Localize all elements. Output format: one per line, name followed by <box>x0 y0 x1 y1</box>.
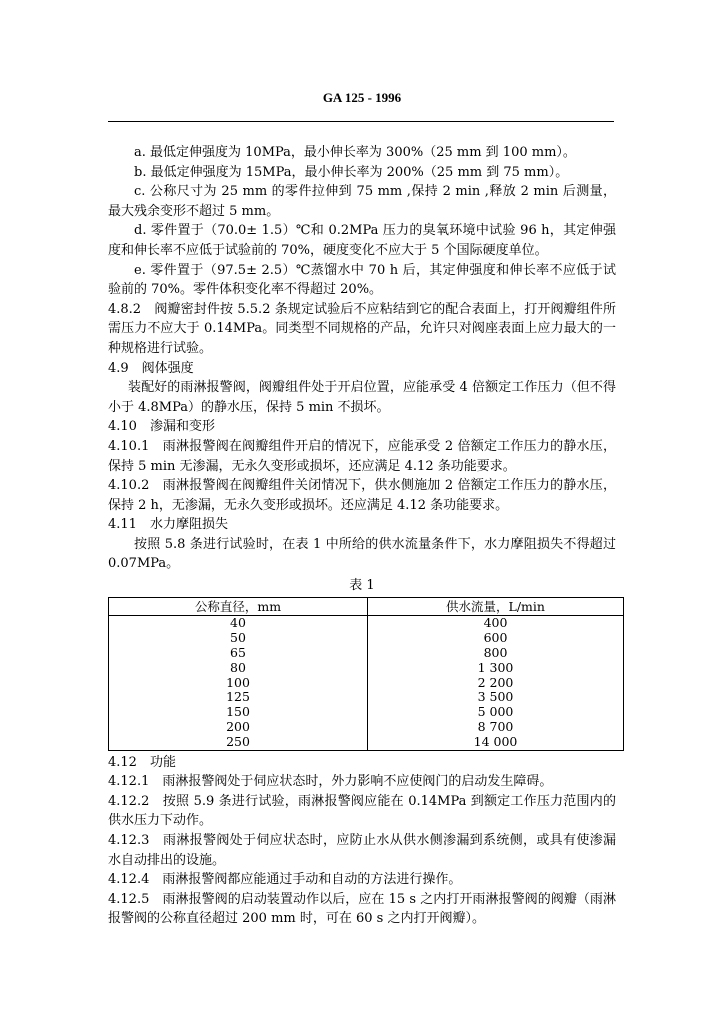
table-cell-diameter: 125 <box>109 690 368 705</box>
flow-table <box>108 597 624 751</box>
table-cell-flow: 5 000 <box>368 705 624 720</box>
table-cell-flow: 800 <box>368 646 624 661</box>
clause-c: c. 公称尺寸为 25 mm 的零件拉伸到 75 mm ,保持 2 min ,释放 2 min 后测量，最大残余变形不超过 5 mm。 <box>108 184 616 219</box>
table-row <box>109 676 624 691</box>
section-4-10-2: 4.10.2 雨淋报警阀在阀瓣组件关闭情况下，供水侧施加 2 倍额定工作压力的静水压，保持 2 h，无渗漏，无永久变形或损坏。还应满足 4.12 条功能要求。 <box>108 478 616 513</box>
table-cell-diameter: 100 <box>109 676 368 691</box>
table-header-diameter: 公称直径，mm <box>109 597 368 616</box>
table-cell-flow: 3 500 <box>368 690 624 705</box>
table-row <box>109 631 624 646</box>
section-4-8-2: 4.8.2 阀瓣密封件按 5.5.2 条规定试验后不应粘结到它的配合表面上，打开阀瓣组件所需压力不应大于 0.14MPa。同类型不同规格的产品，允许只对阀座表面上应力最大的一种规格进行试验。 <box>108 301 616 356</box>
table-cell-flow: 400 <box>368 616 624 631</box>
table-row <box>109 735 624 750</box>
table-caption: 表 1 <box>349 578 375 594</box>
table-row <box>109 690 624 705</box>
table-cell-diameter: 40 <box>109 616 368 631</box>
table-header-row <box>109 597 624 616</box>
table-cell-diameter: 150 <box>109 705 368 720</box>
table-cell-flow: 1 300 <box>368 661 624 676</box>
section-4-12-4: 4.12.4 雨淋报警阀都应能通过手动和自动的方法进行操作。 <box>108 872 462 888</box>
table-row <box>109 646 624 661</box>
clause-b: b. 最低定伸强度为 15MPa，最小伸长率为 200%（25 mm 到 75 mm）。 <box>134 164 569 180</box>
table-cell-flow: 14 000 <box>368 735 624 750</box>
clause-e: e. 零件置于（97.5± 2.5）℃蒸馏水中 70 h 后，其定伸强度和伸长率不应低于试验前的 70%。零件体积变化率不得超过 20%。 <box>108 262 616 298</box>
section-4-12-1: 4.12.1 雨淋报警阀处于伺应状态时，外力影响不应使阀门的启动发生障碍。 <box>108 774 553 790</box>
page-header: GA 125 - 1996 <box>322 90 402 105</box>
clause-d: d. 零件置于（70.0± 1.5）℃和 0.2MPa 压力的臭氧环境中试验 96 h，其定伸强度和伸长率不应低于试验前的 70%，硬度变化不应大于 5 个国际硬度单位。 <box>108 223 616 258</box>
table-cell-diameter: 50 <box>109 631 368 646</box>
table-cell-diameter: 65 <box>109 646 368 661</box>
section-heading-4-10: 4.10 渗漏和变形 <box>108 419 215 435</box>
clause-a: a. 最低定伸强度为 10MPa，最小伸长率为 300%（25 mm 到 100 mm）。 <box>134 145 576 160</box>
section-heading-4-12: 4.12 功能 <box>108 754 176 770</box>
document-body <box>108 143 616 929</box>
table-cell-diameter: 250 <box>109 735 368 750</box>
table-cell-diameter: 200 <box>109 720 368 735</box>
table-cell-flow: 2 200 <box>368 676 624 691</box>
table-row <box>109 616 624 631</box>
section-4-11-body: 按照 5.8 条进行试验时，在表 1 中所给的供水流量条件下，水力摩阻损失不得超过 0.07MPa。 <box>108 536 616 572</box>
table-cell-flow: 600 <box>368 631 624 646</box>
table-cell-flow: 8 700 <box>368 720 624 735</box>
table-cell-diameter: 80 <box>109 661 368 676</box>
section-4-9-body: 装配好的雨淋报警阀，阀瓣组件处于开启位置，应能承受 4 倍额定工作压力（但不得小于 4.8MPa）的静水压，保持 5 min 不损坏。 <box>108 380 616 415</box>
table-row <box>109 705 624 720</box>
section-heading-4-11: 4.11 水力摩阻损失 <box>108 517 228 533</box>
section-4-12-2: 4.12.2 按照 5.9 条进行试验，雨淋报警阀应能在 0.14MPa 到额定工作压力范围内的供水压力下动作。 <box>108 793 616 829</box>
table-row <box>109 720 624 735</box>
header-rule <box>108 121 614 122</box>
section-heading-4-9: 4.9 阀体强度 <box>108 360 194 376</box>
table-header-flow: 供水流量，L/min <box>368 597 624 616</box>
section-4-12-3: 4.12.3 雨淋报警阀处于伺应状态时，应防止水从供水侧渗漏到系统侧，或具有使渗漏水自动排出的设施。 <box>108 833 616 868</box>
section-4-10-1: 4.10.1 雨淋报警阀在阀瓣组件开启的情况下，应能承受 2 倍额定工作压力的静水压，保持 5 min 无渗漏，无永久变形或损坏，还应满足 4.12 条功能要求。 <box>108 438 616 474</box>
table-row <box>109 661 624 676</box>
section-4-12-5: 4.12.5 雨淋报警阀的启动装置动作以后，应在 15 s 之内打开雨淋报警阀的阀瓣（雨淋报警阀的公称直径超过 200 mm 时，可在 60 s 之内打开阀瓣）。 <box>108 891 616 927</box>
